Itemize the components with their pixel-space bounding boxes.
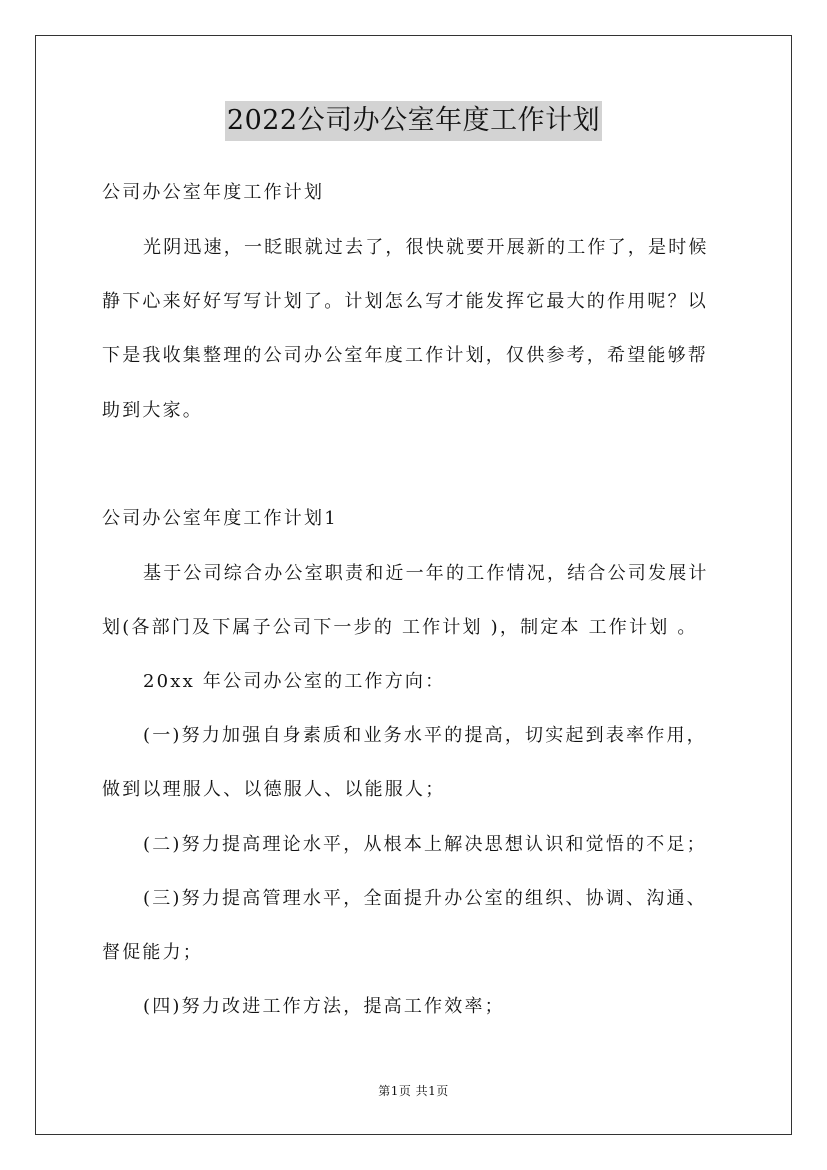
list-item: (一)努力加强自身素质和业务水平的提高，切实起到表率作用， xyxy=(143,725,707,746)
list-item: (二)努力提高理论水平，从根本上解决思想认识和觉悟的不足； xyxy=(143,834,707,855)
paragraph-line: 静下心来好好写写计划了。计划怎么写才能发挥它最大的作用呢？以 xyxy=(102,291,708,312)
section-heading: 公司办公室年度工作计划1 xyxy=(102,508,338,529)
subtitle-line: 公司办公室年度工作计划 xyxy=(102,182,325,203)
list-item: (四)努力改进工作方法，提高工作效率； xyxy=(143,996,505,1017)
title-container xyxy=(0,101,827,141)
list-item-continuation: 做到以理服人、以德服人、以能服人； xyxy=(102,779,446,800)
list-item: (三)努力提高管理水平，全面提升办公室的组织、协调、沟通、 xyxy=(143,888,707,909)
paragraph-line: 划(各部门及下属子公司下一步的 工作计划 )，制定本 工作计划 。 xyxy=(102,617,698,638)
paragraph-line: 基于公司综合办公室职责和近一年的工作情况，结合公司发展计 xyxy=(143,563,709,584)
paragraph-line: 助到大家。 xyxy=(102,400,203,421)
paragraph-line: 20xx 年公司办公室的工作方向： xyxy=(143,671,446,692)
list-item-continuation: 督促能力； xyxy=(102,942,203,963)
document-title: 2022公司办公室年度工作计划 xyxy=(225,101,602,141)
page-number-footer: 第1页 共1页 xyxy=(378,1084,449,1098)
paragraph-line: 光阴迅速，一眨眼就过去了，很快就要开展新的工作了，是时候 xyxy=(143,237,709,258)
paragraph-line: 下是我收集整理的公司办公室年度工作计划，仅供参考，希望能够帮 xyxy=(102,345,708,366)
